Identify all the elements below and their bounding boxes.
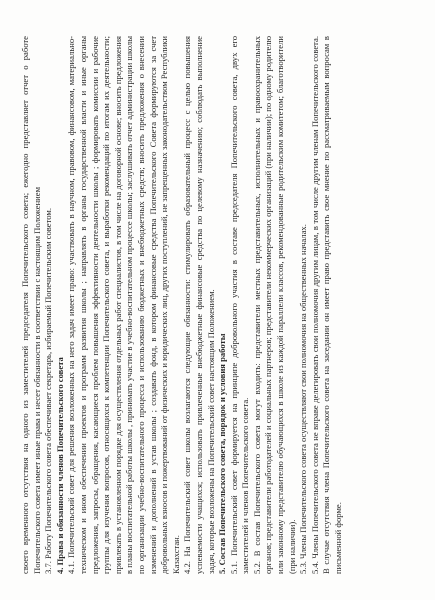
paragraph-5-2: 5.2. В состав Попечительского совета могут входить: представители местных представительных, исполнительных и правоохранительных органов; представители работодателей и социальных партнеров; представители некоммерческих организаций (при наличии); по одному родителю или законному представителю обучающихся в школе из каждой параллели классов, рекомендованные родительским комитетом; благотворители (при наличии). (251, 36, 297, 574)
section-heading-4: 4. Права и обязанности членов Попечительского совета (54, 357, 65, 574)
document-body (12, 22, 417, 592)
section-heading-5: 5. Состав Попечительского совета, порядок и условия работы (217, 333, 228, 574)
paragraph-5-4: 5.4. Члены Попечительского совета не вправе делегировать свои полномочия другим лицам, в том числе другим членам Попечительского совета. В случае отсутствия члена Попечительского совета на заседании он имеет право представить свое мнение по рассматриваемым вопросам в письменной форме. (309, 36, 344, 574)
paragraph-5-3: 5.3. Члены Попечительского совета осуществляют свои полномочия на общественных началах. (298, 224, 309, 574)
paragraph-4-1: 4.1. Попечительский совет для решения возложенных на него задач имеет право: участвовать в научном, правовом, финансовом, материально-техническом и ином обеспечении проектов и программ развития школы ; направлять в органы государственной власти и иные органы предложения, запросы, обращения, касающиеся проблем повышения эффективности деятельности школы ; формировать комиссии и рабочие группы для изучения вопросов, относящихся к компетенции Попечительского совета, и выработки рекомендаций по итогам их деятельности; привлекать в установленном порядке для осуществления отдельных работ специалистов, в том числе на договорной основе; вносить предложения в планы воспитательной работы школы , принимать участие в учебно-воспитательном процессе школы; заслушивать отчет администрации школы по организации учебно-воспитательного процесса и использованию бюджетных и внебюджетных средств; вносить предложения о внесении изменений и дополнений в устав школы ; создавать фонд, в котором финансовые средства Попечительского Совета формируются за счет добровольных взносов и пожертвований от физических и юридических лиц, других поступлений, не запрещенных законодательством Республики Казахстан. (66, 36, 181, 574)
paragraph-4-2: 4.2. На Попечительский совет школы возлагаются следующие обязанности: стимулировать образовательный процесс с целью повышения успеваемости учащихся; использовать привлеченные внебюджетные финансовые средства по целевому назначению; соблюдать выполнение задач, которые возложены на Попечительский совет настоящим Положением. (182, 36, 216, 574)
paragraph-3-7: 3.7. Работу Попечительского совета обеспечивает секретарь, избираемый Попечительским советом. (43, 208, 54, 574)
paragraph-3-6-continuation: своего временного отсутствия на одного из заместителей председателя Попечительского совета; ежегодно представляет отчет о работе Попечительского совета имеет иные права и несет обязанности в соответствии с настоящим Положением (20, 36, 42, 574)
paragraph-5-1: 5.1. Попечительский совет формируется на принципе добровольного участия в составе председателя Попечительского совета, двух его заместителей и членов Попечительского совета. (228, 36, 251, 574)
